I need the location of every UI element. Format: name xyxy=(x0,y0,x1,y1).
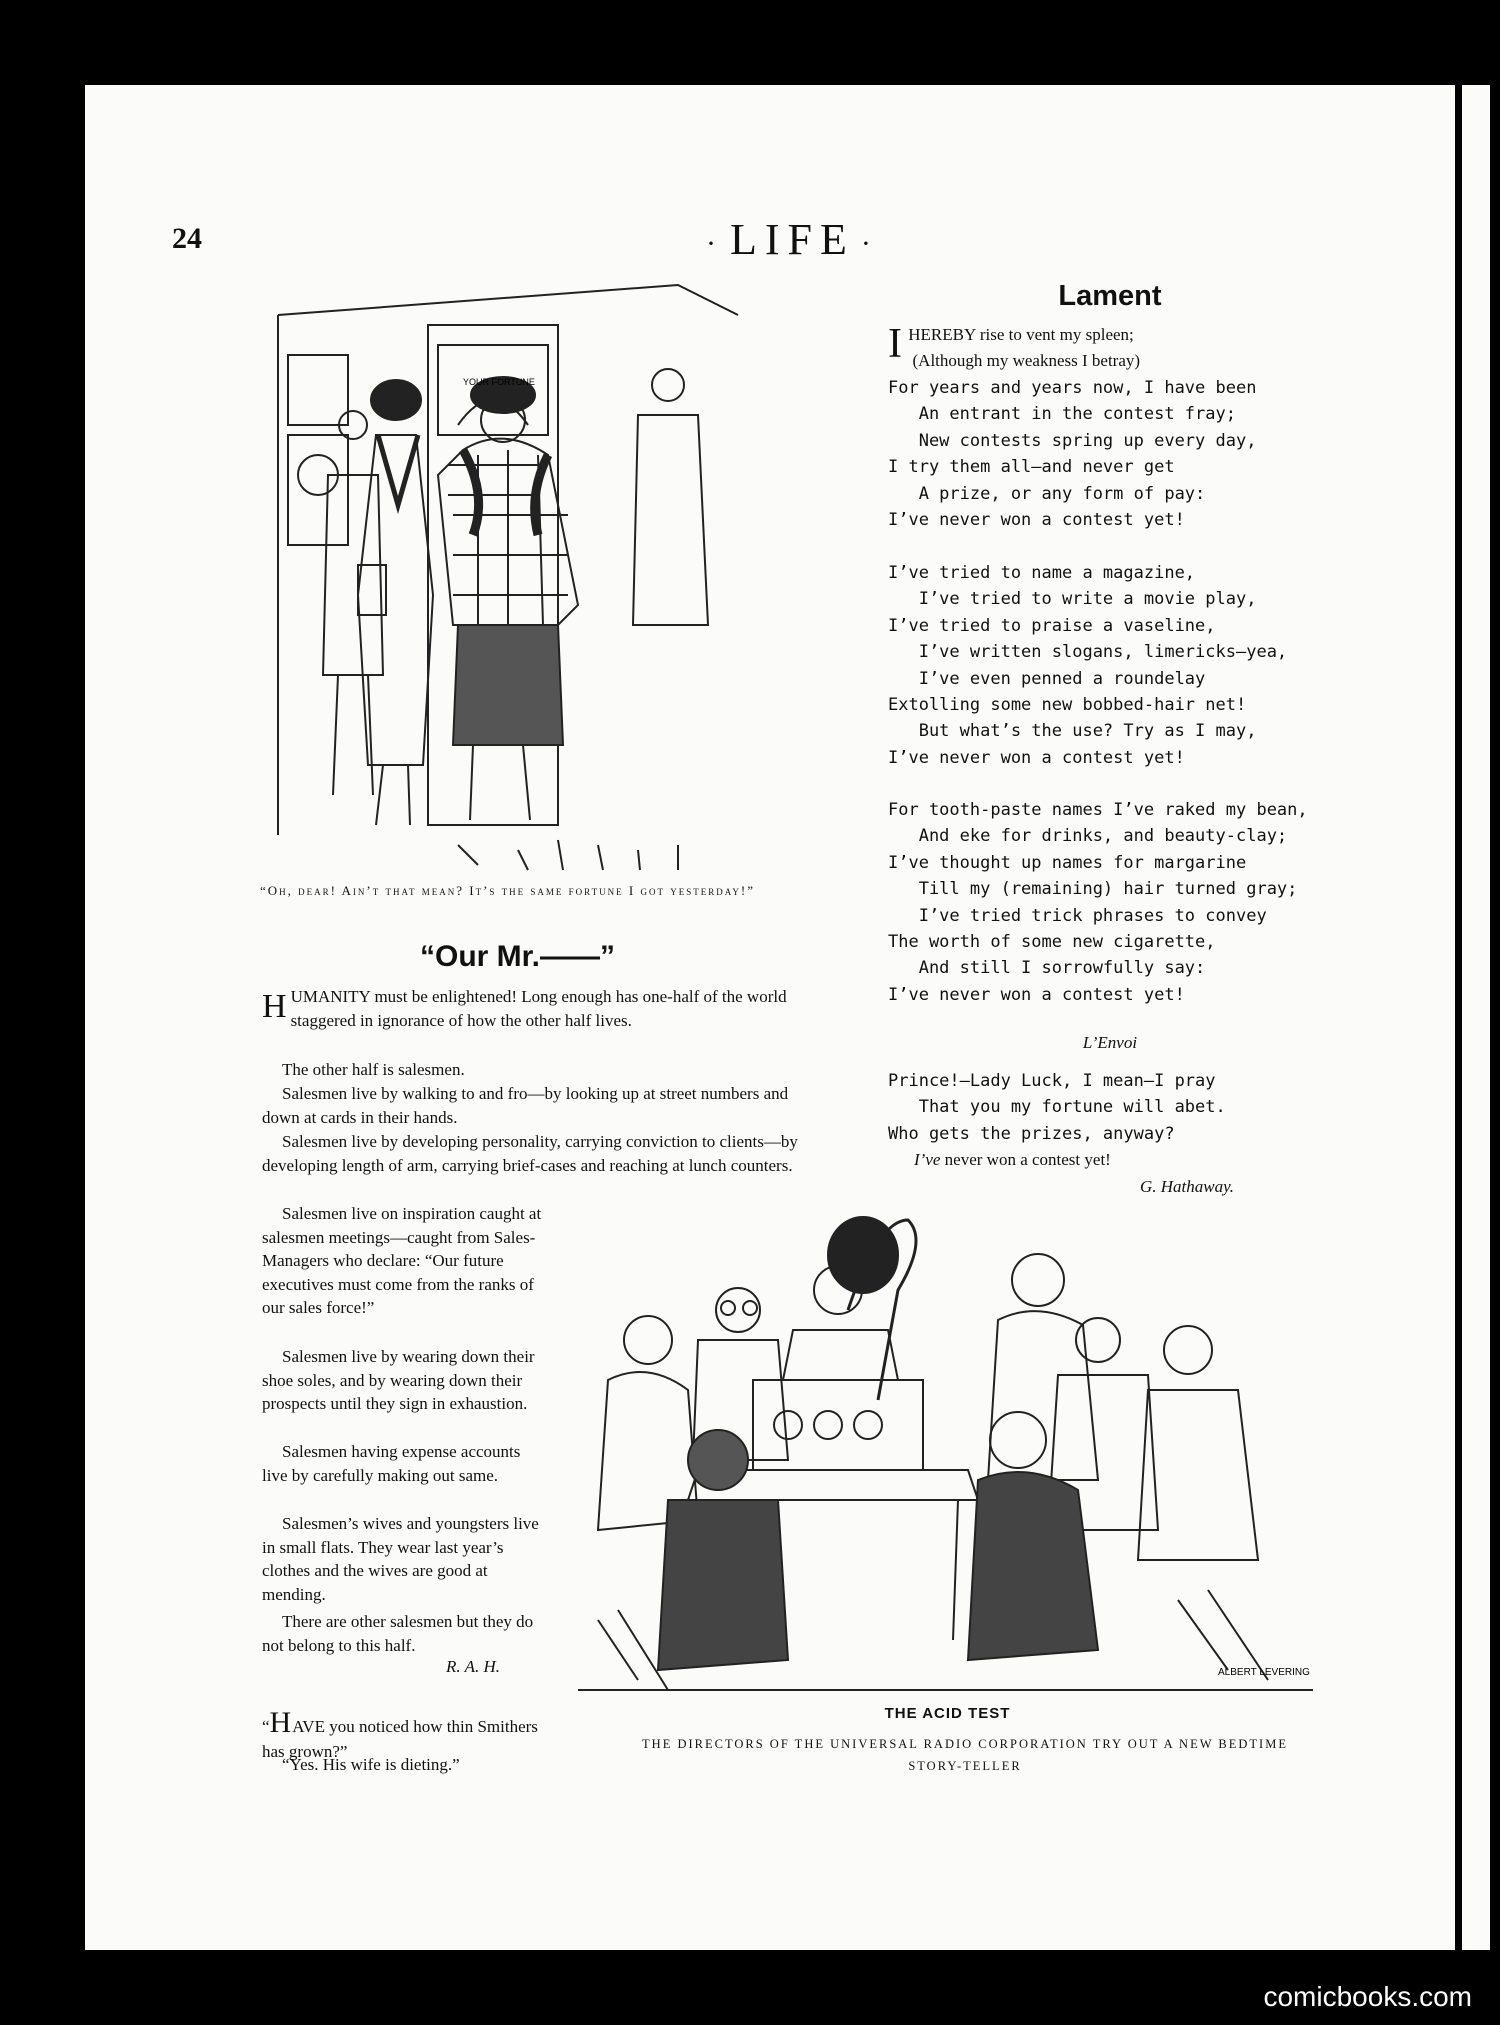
page-number: 24 xyxy=(172,222,202,255)
article-paragraph-8: Salesmen’s wives and youngsters live in small flats. They wear last year’s clothes and the wives are good at mending. xyxy=(262,1514,539,1604)
masthead-dot-left: · xyxy=(706,226,724,260)
poem-stanza-3: For tooth-paste names I’ve raked my bean, And eke for drinks, and beauty-clay; I’ve thought up names for margarine Till my (remaining) hair turned gray; I’ve tried trick phrases to convey The worth of some new cigarette, And still I sorrowfully say: I’ve never won a contest yet! xyxy=(888,800,1308,1005)
italic-ive: I’ve xyxy=(914,1150,941,1169)
article-paragraph-5: Salesmen live on inspiration caught at salesmen meetings—caught from Sales-Managers who declare: “Our future executives must come from the ranks of our sales force!” xyxy=(262,1204,542,1317)
watermark: comicbooks.com xyxy=(1263,1981,1472,2012)
poem-title: Lament xyxy=(1058,280,1162,312)
poem-stanza-1: For years and years now, I have been An entrant in the contest fray; New contests spring up every day, I try them all—and never get A prize, or any form of pay: I’ve never won a contest yet! xyxy=(888,378,1257,531)
radio-directors-cartoon xyxy=(578,1200,1313,1700)
article-paragraph-1 xyxy=(262,985,800,1032)
article-paragraph-4: Salesmen live by developing personality, carrying conviction to clients—by developing length of arm, carrying brief-cases and reaching at lunch counters. xyxy=(262,1132,798,1175)
paragraph-text: UMANITY must be enlightened! Long enough has one-half of the world staggered in ignorance of how the other half lives. xyxy=(290,987,787,1030)
joke-dropcap: H xyxy=(269,1706,292,1739)
masthead xyxy=(700,214,885,265)
article-paragraph-6: Salesmen live by wearing down their shoe soles, and by wearing down their prospects until they sign in exhaustion. xyxy=(262,1347,535,1413)
envoi-last-line xyxy=(914,1147,1111,1173)
joke-text: AVE you noticed how thin Smithers has grown?” xyxy=(262,1717,538,1761)
poem-opening-lines: HEREBY rise to vent my spleen; (Although my weakness I betray) xyxy=(908,325,1141,371)
article-paragraph-2: The other half is salesmen. xyxy=(282,1060,465,1079)
article-paragraph-7: Salesmen having expense accounts live by carefully making out same. xyxy=(262,1442,521,1485)
article-paragraph-9: There are other salesmen but they do not belong to this half. xyxy=(262,1612,534,1655)
envoi-last-text: never won a contest yet! xyxy=(940,1150,1111,1169)
masthead-title: LIFE xyxy=(730,215,855,264)
booth-sign: YOUR FORTUNE xyxy=(463,377,535,387)
joke-line-2: “Yes. His wife is dieting.” xyxy=(282,1755,460,1774)
article-signature: R. A. H. xyxy=(446,1657,500,1676)
cartoon1-caption: “Oh, dear! Ain’t that mean? It’s the same fortune I got yesterday!” xyxy=(260,883,755,898)
masthead-dot-right: · xyxy=(860,226,879,260)
poem-signature: G. Hathaway. xyxy=(1140,1177,1234,1196)
envoi-lines: Prince!—Lady Luck, I mean—I pray That you my fortune will abet. Who gets the prizes, anyway? xyxy=(888,1071,1226,1144)
cartoon2-title: THE ACID TEST xyxy=(884,1705,1011,1722)
cartoon2-caption: THE DIRECTORS OF THE UNIVERSAL RADIO CORPORATION TRY OUT A NEW BEDTIME STORY-TELLER xyxy=(642,1737,1288,1773)
article-title-our-mr: “Our Mr.——” xyxy=(419,940,615,973)
facing-page-edge xyxy=(1462,85,1490,1950)
open-quote: “ xyxy=(262,1717,270,1736)
poem-opening xyxy=(888,321,1141,375)
fortune-machine-cartoon xyxy=(258,275,758,875)
poem-stanza-2: I’ve tried to name a magazine, I’ve tried to write a movie play, I’ve tried to praise a vaseline, I’ve written slogans, limericks—yea, I’ve even penned a roundelay Extolling some new bobbed-hair net! But what’s the use? Try as I may, I’ve never won a contest yet! xyxy=(888,563,1288,768)
envoi-title: L’Envoi xyxy=(1082,1033,1138,1052)
dropcap: H xyxy=(262,988,287,1025)
poem-dropcap: I xyxy=(888,321,902,367)
artist-signature: ALBERT LEVERING xyxy=(1218,1667,1310,1678)
article-paragraph-3: Salesmen live by walking to and fro—by looking up at street numbers and down at cards in their hands. xyxy=(262,1084,789,1127)
